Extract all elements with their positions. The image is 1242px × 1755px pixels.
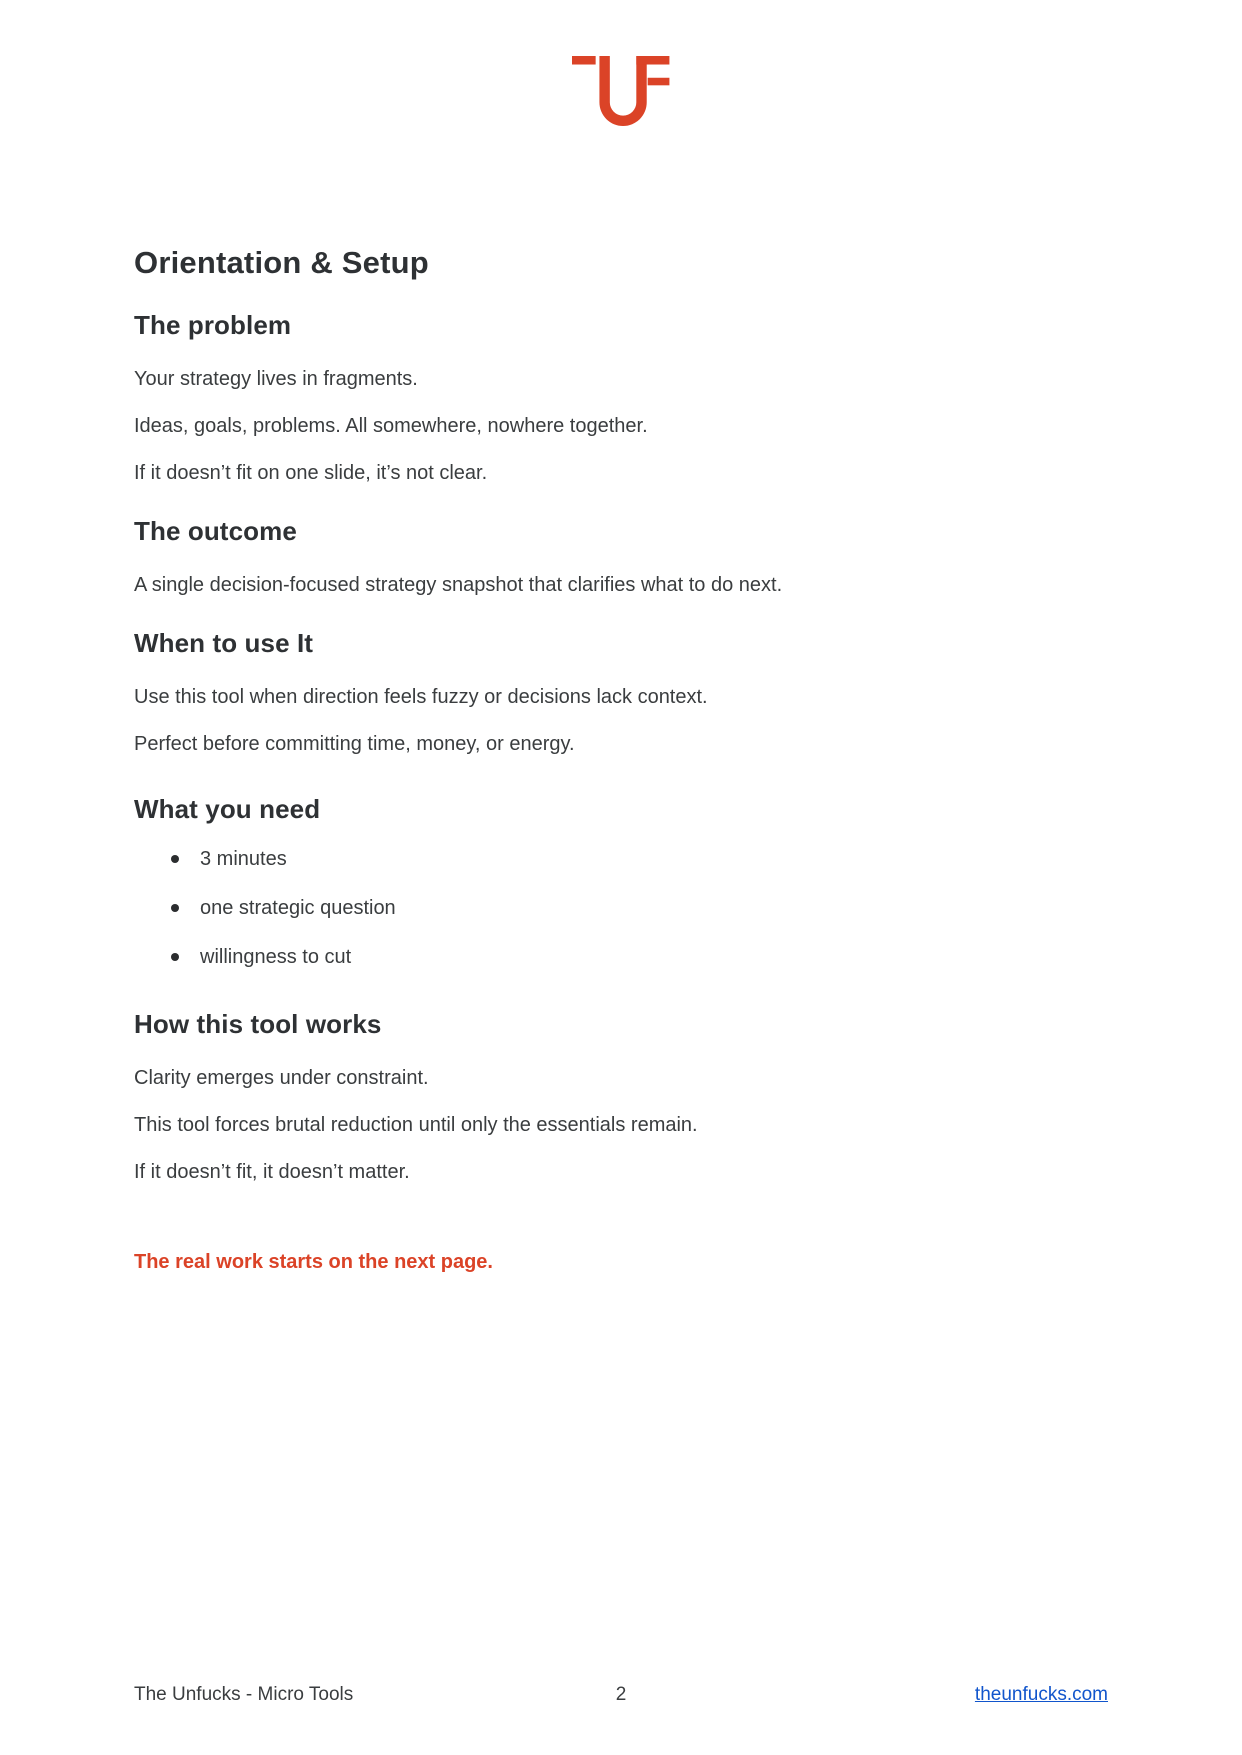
bullet-dot-icon: [171, 953, 179, 961]
list-item-label: willingness to cut: [200, 946, 352, 968]
needs-bullet-list: [134, 846, 1108, 970]
logo-container: [0, 0, 1242, 126]
list-item: [134, 895, 1108, 921]
next-page-callout: The real work starts on the next page.: [134, 1251, 493, 1273]
footer-page-number: 2: [615, 1684, 627, 1705]
footer-website-link[interactable]: theunfucks.com: [974, 1684, 1108, 1705]
paragraph: If it doesn’t fit on one slide, it’s not clear.: [134, 462, 488, 484]
logo-t-bar: [572, 56, 596, 65]
paragraph: This tool forces brutal reduction until only the essentials remain.: [134, 1114, 698, 1136]
document-body: [0, 243, 1242, 1275]
footer-document-name: The Unfucks - Micro Tools: [134, 1684, 354, 1705]
paragraph: Ideas, goals, problems. All somewhere, nowhere together.: [134, 415, 648, 437]
list-item-label: one strategic question: [200, 897, 396, 919]
paragraph: Perfect before committing time, money, or energy.: [134, 733, 575, 755]
paragraph: A single decision-focused strategy snapshot that clarifies what to do next.: [134, 574, 783, 596]
paragraph: Use this tool when direction feels fuzzy or decisions lack context.: [134, 686, 708, 708]
list-item: [134, 846, 1108, 872]
paragraph: Your strategy lives in fragments.: [134, 368, 418, 390]
section-heading-when-to-use-it: When to use It: [134, 628, 314, 658]
paragraph: If it doesn’t fit, it doesn’t matter.: [134, 1161, 410, 1183]
section-heading-the-problem: The problem: [134, 310, 292, 340]
bullet-dot-icon: [171, 855, 179, 863]
page-footer: [134, 1682, 1108, 1710]
section-heading-how-this-tool-works: How this tool works: [134, 1009, 382, 1039]
logo-u-shape: [600, 56, 647, 126]
list-item-label: 3 minutes: [200, 848, 287, 870]
bullet-dot-icon: [171, 904, 179, 912]
section-heading-what-you-need: What you need: [134, 794, 321, 824]
logo-f-mid-bar: [648, 78, 670, 86]
list-item: [134, 944, 1108, 970]
unfucks-uf-logo-icon: [572, 56, 669, 126]
page-title: Orientation & Setup: [134, 245, 429, 280]
section-heading-the-outcome: The outcome: [134, 516, 297, 546]
logo-f-top-bar: [637, 56, 670, 65]
paragraph: Clarity emerges under constraint.: [134, 1067, 429, 1089]
